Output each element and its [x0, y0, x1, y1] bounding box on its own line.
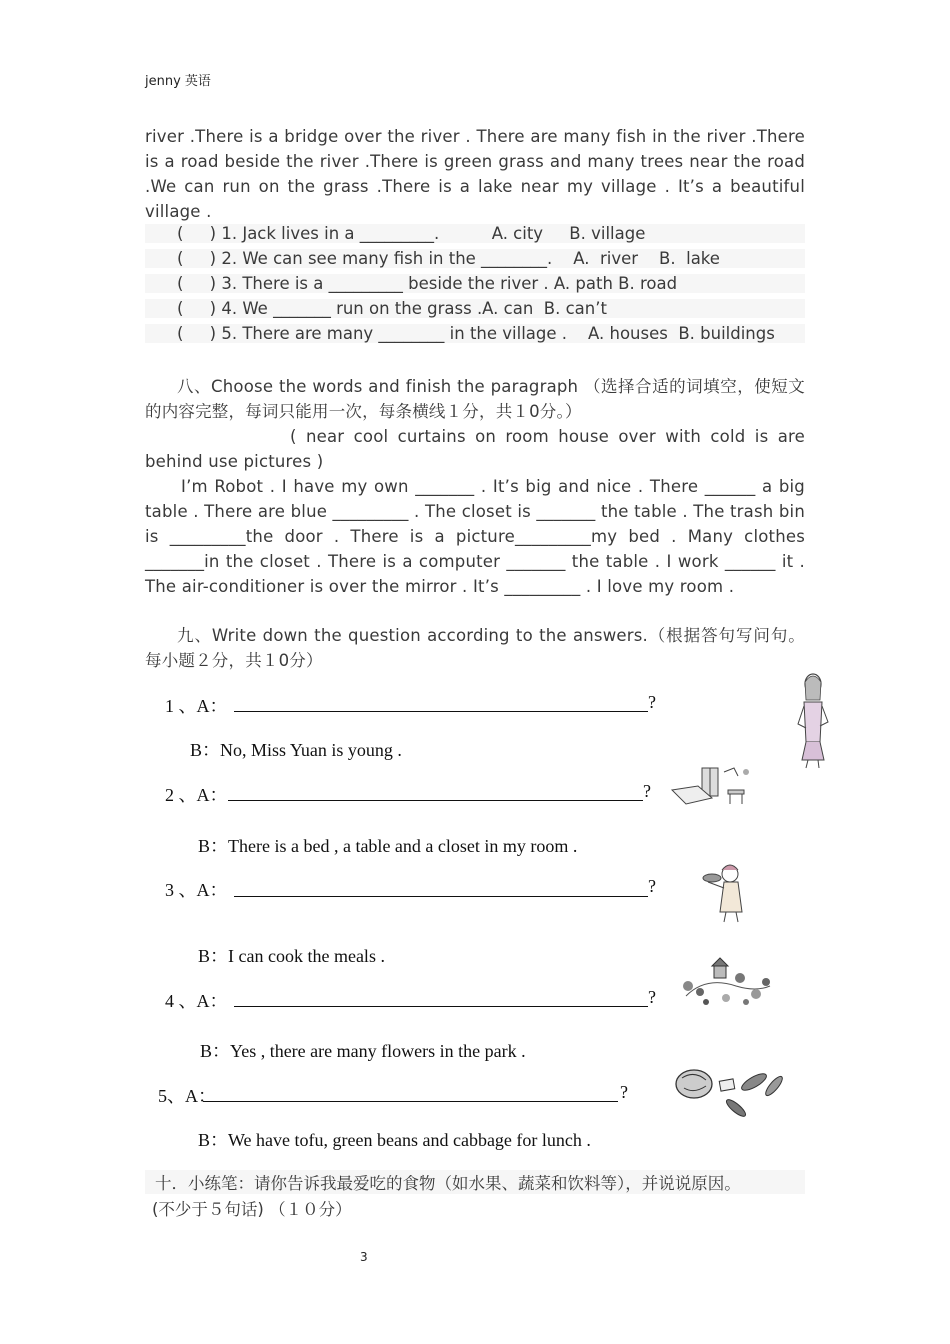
q4-answer: B：Yes , there are many flowers in the park . — [200, 1041, 526, 1061]
section8-title: 八、Choose the words and finish the paragraph （选择合适的词填空，使短文的内容完整，每词只能用一次，每条横线１分，共１0分。） — [145, 377, 805, 421]
cooking-girl-illustration — [700, 860, 755, 924]
q2-answer: B：There is a bed , a table and a closet in my room . — [198, 836, 578, 856]
q1-label: 1 、A： — [165, 696, 228, 716]
q2-answer-line[interactable] — [228, 800, 643, 801]
q4-answer-line[interactable] — [234, 1006, 648, 1007]
q1-answer: B：No, Miss Yuan is young . — [190, 740, 402, 760]
q2-qmark: ? — [643, 781, 651, 801]
teacher-illustration — [790, 672, 840, 772]
q3-answer: B：I can cook the meals . — [198, 946, 385, 966]
page-number: 3 — [360, 1250, 368, 1264]
q1-qmark: ? — [648, 692, 656, 712]
q3-label: 3 、A： — [165, 880, 228, 900]
question-5: ( ) 5. There are many ________ in the village . A. houses B. buildings — [145, 324, 805, 343]
section10-line1: 十．小练笔：请你告诉我最爱吃的食物（如水果、蔬菜和饮料等），并说说原因。 — [145, 1170, 805, 1194]
q1-answer-line[interactable] — [234, 711, 648, 712]
vegetables-illustration — [670, 1064, 786, 1124]
section9-title: 九、Write down the question according to the answers.（根据答句写问句。每小题２分，共１0分） — [145, 626, 805, 670]
q5-qmark: ? — [620, 1082, 628, 1102]
park-flowers-illustration — [676, 956, 774, 1010]
q5-answer: B：We have tofu, green beans and cabbage for lunch . — [198, 1130, 591, 1150]
header: jenny 英语 — [145, 74, 211, 89]
question-1: ( ) 1. Jack lives in a _________. A. city B. village — [145, 224, 805, 243]
q4-label: 4 、A： — [165, 991, 228, 1011]
question-3: ( ) 3. There is a _________ beside the river . A. path B. road — [145, 274, 805, 293]
q5-label: 5、A： — [158, 1086, 216, 1106]
bedroom-furniture-illustration — [668, 762, 754, 808]
cloze-paragraph: I’m Robot . I have my own _______ . It’s big and nice . There ______ a big table . There are blue _________ . The closet is _______ the table . The trash bin is _________the door . There is a picture_________my bed . Many clothes _______in the closet . There is a computer _______ the table . I work ______ it . The air-conditioner is over the mirror . It’s _________ . I love my room . — [145, 477, 805, 596]
question-2: ( ) 2. We can see many fish in the ________. A. river B. lake — [145, 249, 805, 268]
q4-qmark: ? — [648, 987, 656, 1007]
section10-line2: (不少于５句话) （１０分） — [152, 1200, 352, 1219]
reading-passage: river .There is a bridge over the river . There are many fish in the river .There is a road beside the river .There is green grass and many trees near the road .We can run on the grass .There is a lake near my village . It’s a beautiful village . — [145, 127, 805, 221]
q5-answer-line[interactable] — [203, 1101, 618, 1102]
q2-label: 2 、A： — [165, 785, 228, 805]
q3-qmark: ? — [648, 876, 656, 896]
word-bank: ( near cool curtains on room house over with cold is are behind use pictures ) — [145, 427, 805, 471]
q3-answer-line[interactable] — [234, 896, 648, 897]
question-4: ( ) 4. We _______ run on the grass .A. can B. can’t — [145, 299, 805, 318]
